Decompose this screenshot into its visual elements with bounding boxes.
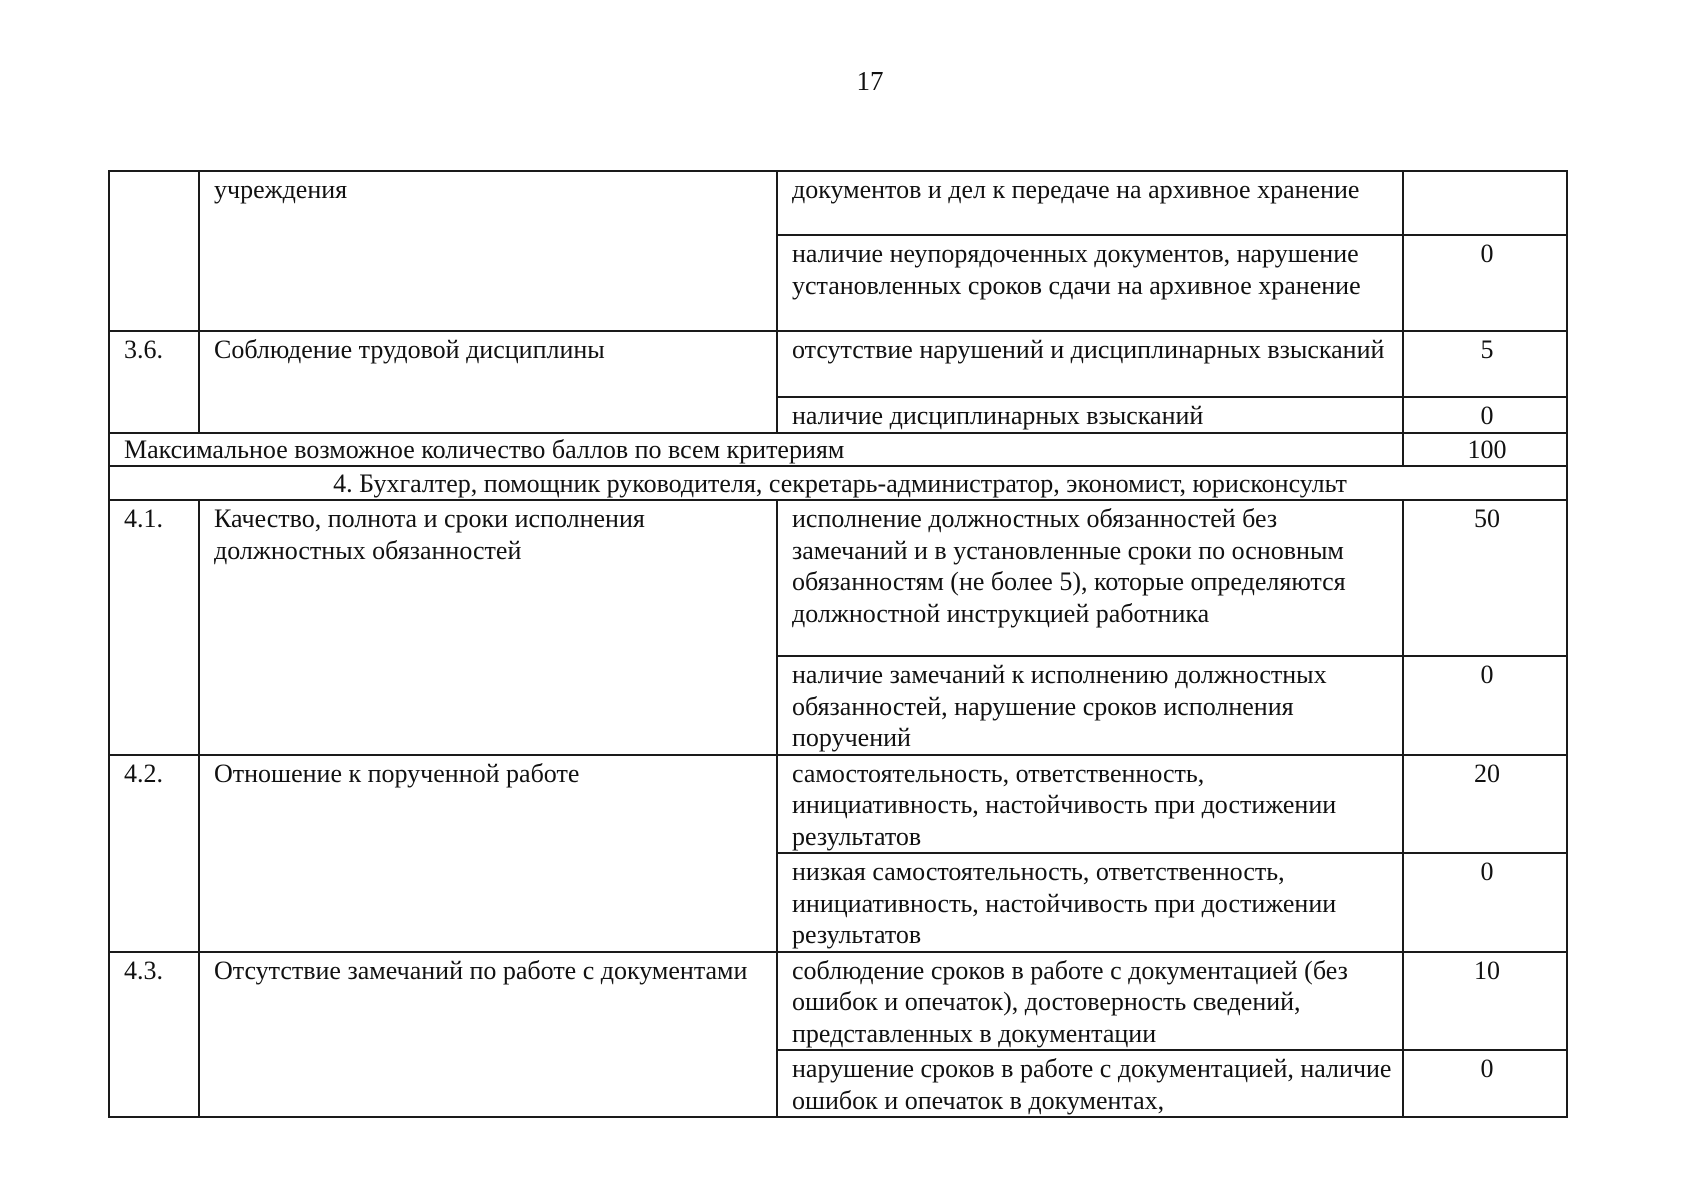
criterion-cell: Качество, полнота и сроки исполнения должностных обязанностей: [199, 500, 777, 755]
condition-cell: низкая самостоятельность, ответственность, инициативность, настойчивость при достижении результатов: [777, 853, 1403, 952]
score-cell: 0: [1403, 235, 1567, 331]
table-row: [109, 171, 1567, 235]
score-cell: 5: [1403, 331, 1567, 397]
criterion-cell: учреждения: [199, 171, 777, 331]
table-row: [109, 331, 1567, 397]
page-number: 17: [856, 66, 884, 96]
condition-cell: соблюдение сроков в работе с документацией (без ошибок и опечаток), достоверность сведений, представленных в документации: [777, 952, 1403, 1051]
score-cell: [1403, 171, 1567, 235]
score-cell: 10: [1403, 952, 1567, 1051]
criterion-cell: Соблюдение трудовой дисциплины: [199, 331, 777, 433]
condition-cell: наличие замечаний к исполнению должностных обязанностей, нарушение сроков исполнения поручений: [777, 656, 1403, 755]
score-cell: 0: [1403, 853, 1567, 952]
total-row: [109, 433, 1567, 467]
item-number-cell: 4.1.: [109, 500, 199, 755]
item-number-cell: 4.3.: [109, 952, 199, 1118]
score-cell: 0: [1403, 656, 1567, 755]
table-row: [109, 500, 1567, 656]
score-cell: 50: [1403, 500, 1567, 656]
score-cell: 0: [1403, 397, 1567, 433]
score-cell: 20: [1403, 755, 1567, 854]
condition-cell: самостоятельность, ответственность, инициативность, настойчивость при достижении результатов: [777, 755, 1403, 854]
item-number-cell: [109, 171, 199, 331]
section-title: 4. Бухгалтер, помощник руководителя, секретарь-администратор, экономист, юрисконсульт: [109, 466, 1567, 500]
total-score: 100: [1403, 433, 1567, 467]
criterion-cell: Отсутствие замечаний по работе с документами: [199, 952, 777, 1118]
condition-cell: нарушение сроков в работе с документацией, наличие ошибок и опечаток в документах,: [777, 1050, 1403, 1117]
criteria-table: [108, 170, 1568, 1118]
score-cell: 0: [1403, 1050, 1567, 1117]
condition-cell: наличие дисциплинарных взысканий: [777, 397, 1403, 433]
condition-cell: исполнение должностных обязанностей без замечаний и в установленные сроки по основным обязанностям (не более 5), которые определяются должностной инструкцией работника: [777, 500, 1403, 656]
section-header-row: [109, 466, 1567, 500]
condition-cell: отсутствие нарушений и дисциплинарных взысканий: [777, 331, 1403, 397]
total-label: Максимальное возможное количество баллов по всем критериям: [109, 433, 1403, 467]
table-row: [109, 952, 1567, 1051]
criterion-cell: Отношение к порученной работе: [199, 755, 777, 952]
item-number-cell: 3.6.: [109, 331, 199, 433]
condition-cell: наличие неупорядоченных документов, нарушение установленных сроков сдачи на архивное хранение: [777, 235, 1403, 331]
condition-cell: документов и дел к передаче на архивное хранение: [777, 171, 1403, 235]
table-row: [109, 755, 1567, 854]
item-number-cell: 4.2.: [109, 755, 199, 952]
